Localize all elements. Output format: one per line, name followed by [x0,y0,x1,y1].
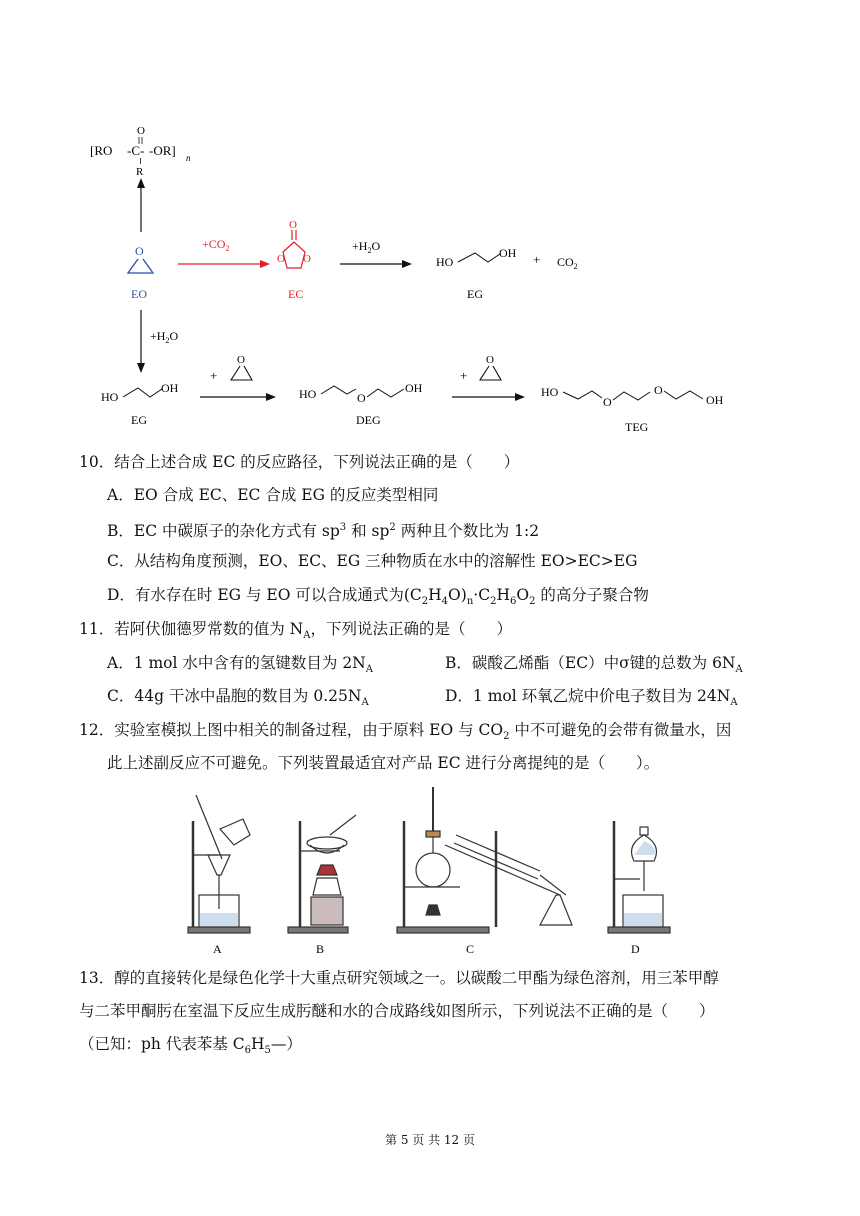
q12-line2: 此上述副反应不可避免。下列装置最适宜对产品 EC 进行分离提纯的是（ ）。 [107,754,660,772]
svg-text:OH: OH [161,381,179,395]
ec-label: EC [288,287,304,301]
svg-text:HO: HO [436,255,454,269]
polymer-n: n [186,153,191,163]
apparatus-label-b: B [316,942,325,956]
eg-label-top: EG [467,287,483,301]
co2-product: $CO_2$ [557,255,578,271]
polymer-left: [RO [90,143,113,158]
apparatus-label-d: D [631,942,640,956]
svg-text:+: + [210,368,218,383]
svg-text:OH: OH [706,393,724,407]
apparatus-c-distillation-icon [397,787,572,933]
polymer-right: -OR] [149,143,176,158]
svg-text:HO: HO [299,387,317,401]
q11-option-d: D．1 mol 环氧乙烷中价电子数目为 $24N_A$ [445,687,738,709]
polymer-o: O [137,125,145,137]
q13-line2: 与二苯甲酮肟在室温下反应生成肟醚和水的合成路线如图所示，下列说法不正确的是（ ） [79,1002,715,1020]
q11-stem: 11．若阿伏伽德罗常数的值为 $N_A$，下列说法正确的是（ ） [79,620,512,642]
polymer-r: R [136,166,144,178]
q10-option-a: A．EO 合成 EC、EC 合成 EG 的反应类型相同 [107,486,439,504]
apparatus-d-separatory-funnel-icon [608,821,670,933]
apparatus-figure [0,775,860,960]
svg-text:O: O [237,354,245,366]
svg-text:O: O [357,391,366,405]
apparatus-label-c: C [466,942,475,956]
svg-text:O: O [486,354,494,366]
q11-option-c: C．44g 干冰中晶胞的数目为 $0.25N_A$ [107,687,369,709]
svg-text:O: O [603,395,612,409]
teg-label: TEG [625,420,649,434]
page-footer: 第 5 页 共 12 页 [385,1133,475,1147]
svg-text:HO: HO [101,390,119,404]
q11-option-a: A．1 mol 水中含有的氢键数目为 $2N_A$ [107,654,373,676]
eo-epoxide-icon [128,244,153,273]
q11-option-b: B．碳酸乙烯酯（EC）中σ键的总数为 $6N_A$ [445,654,743,676]
plus-h2o-label: $+H_2O$ [352,239,381,255]
q10-option-c: C．从结构角度预测，EO、EC、EG 三种物质在水中的溶解性 EO>EC>EG [107,552,638,570]
svg-text:O: O [289,219,297,231]
q13-line1: 13．醇的直接转化是绿色化学十大重点研究领域之一。以碳酸二甲酯为绿色溶剂，用三苯甲醇 [79,969,719,987]
q10-option-d: D．有水存在时 EG 与 EO 可以合成通式为$(C_2H_4O)_n\cdot C_2H_6O_2$ 的高分子聚合物 [107,586,649,608]
svg-text:O: O [303,253,311,265]
apparatus-a-filtration-icon [188,795,250,933]
plus-co2-label: $+CO_2$ [202,237,230,253]
svg-text:+: + [460,368,468,383]
q13-line3: （已知：ph 代表苯基 $C_6H_5—$） [79,1035,302,1057]
eg-label-bottom: EG [131,413,147,427]
svg-text:O: O [654,383,663,397]
svg-text:OH: OH [405,381,423,395]
apparatus-b-evaporation-icon [288,815,356,933]
svg-text:HO: HO [541,385,559,399]
apparatus-label-a: A [213,942,222,956]
plus-h2o-down: $+H_2O$ [150,329,179,345]
svg-text:OH: OH [499,246,517,260]
deg-label: DEG [356,413,381,427]
q10-stem: 10．结合上述合成 EC 的反应路径，下列说法正确的是（ ） [79,453,520,471]
polymer-mid: -C- [127,143,145,158]
q10-option-b: B．EC 中碳原子的杂化方式有 $sp^3$ 和 $sp^2$ 两种且个数比为 1:2 [107,522,540,541]
ec-carbonate-icon [283,230,305,268]
svg-text:+: + [533,252,541,267]
svg-text:O: O [277,253,285,265]
q12-line1: 12．实验室模拟上图中相关的制备过程，由于原料 EO 与 $CO_2$ 中不可避免的会带有微量水，因 [79,721,732,743]
reaction-scheme [0,0,860,445]
eo-label: EO [131,287,147,301]
polycarbonate-structure [90,125,191,178]
svg-text:O: O [135,244,144,258]
